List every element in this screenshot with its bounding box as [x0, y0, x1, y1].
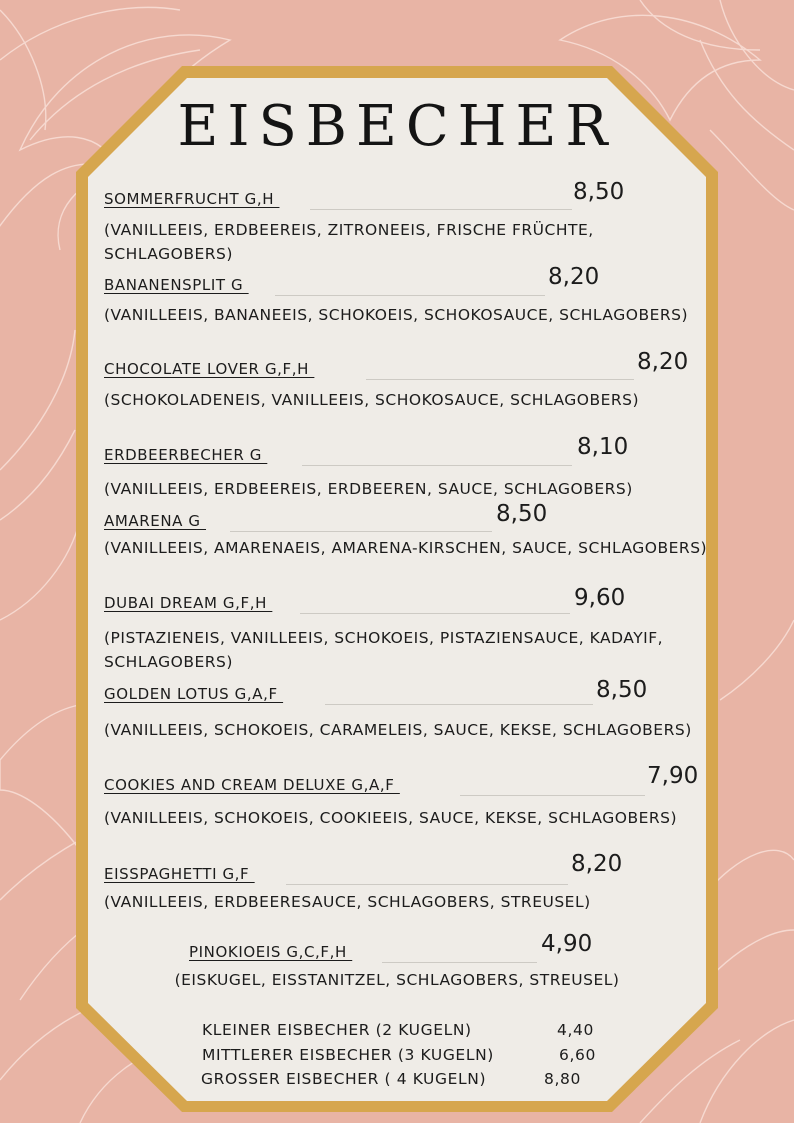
menu-item-name: ERDBEERBECHER G: [104, 446, 268, 464]
menu-item-name: COOKIES AND CREAM DELUXE G,A,F: [104, 776, 400, 794]
price-leader-line: [300, 613, 570, 614]
menu-item-name: EISSPAGHETTI G,F: [104, 865, 255, 883]
menu-item-name: SOMMERFRUCHT G,H: [104, 190, 280, 208]
menu-item-description: (VANILLEEIS, AMARENAEIS, AMARENA-KIRSCHEN, SAUCE, SCHLAGOBERS): [104, 539, 708, 557]
menu-item-description: (VANILLEEIS, ERDBEEREIS, ERDBEEREN, SAUCE, SCHLAGOBERS): [104, 480, 633, 498]
size-price: 6,60: [559, 1046, 596, 1064]
price-leader-line: [382, 962, 537, 963]
price-leader-line: [310, 209, 572, 210]
menu-item-description: (PISTAZIENEIS, VANILLEEIS, SCHOKOEIS, PISTAZIENSAUCE, KADAYIF, SCHLAGOBERS): [104, 629, 664, 671]
menu-item-name: PINOKIOEIS G,C,F,H: [189, 943, 353, 961]
menu-item-price: 8,20: [548, 264, 600, 290]
menu-item-name: AMARENA G: [104, 512, 207, 530]
menu-item-description: (VANILLEEIS, SCHOKOEIS, CARAMELEIS, SAUCE, KEKSE, SCHLAGOBERS): [104, 721, 692, 739]
menu-item-price: 8,10: [577, 434, 629, 460]
price-leader-line: [366, 379, 634, 380]
menu-item-name: GOLDEN LOTUS G,A,F: [104, 685, 284, 703]
menu-item-description: (VANILLEEIS, BANANEEIS, SCHOKOEIS, SCHOKOSAUCE, SCHLAGOBERS): [104, 306, 689, 324]
menu-item-name: BANANENSPLIT G: [104, 276, 249, 294]
size-price: 4,40: [557, 1021, 594, 1039]
menu-item-name: DUBAI DREAM G,F,H: [104, 594, 273, 612]
price-leader-line: [302, 465, 572, 466]
price-leader-line: [286, 884, 568, 885]
menu-title: EISBECHER: [177, 94, 617, 159]
size-label: MITTLERER EISBECHER (3 KUGELN): [202, 1046, 494, 1064]
menu-item-description: (VANILLEEIS, SCHOKOEIS, COOKIEEIS, SAUCE, KEKSE, SCHLAGOBERS): [104, 809, 678, 827]
menu-item-description: (SCHOKOLADENEIS, VANILLEEIS, SCHOKOSAUCE, SCHLAGOBERS): [104, 391, 640, 409]
menu-item-description: (VANILLEEIS, ERDBEERESAUCE, SCHLAGOBERS, STREUSEL): [104, 893, 591, 911]
menu-item-description: (EISKUGEL, EISSTANITZEL, SCHLAGOBERS, STREUSEL): [174, 971, 620, 989]
size-label: KLEINER EISBECHER (2 KUGELN): [202, 1021, 472, 1039]
menu-item-name: CHOCOLATE LOVER G,F,H: [104, 360, 315, 378]
size-price: 8,80: [544, 1070, 581, 1088]
menu-item-price: 8,20: [637, 349, 689, 375]
price-leader-line: [275, 295, 545, 296]
size-label: GROSSER EISBECHER ( 4 KUGELN): [201, 1070, 487, 1088]
menu-item-price: 8,50: [496, 501, 548, 527]
menu-item-price: 8,20: [571, 851, 623, 877]
menu-item-price: 8,50: [596, 677, 648, 703]
menu-item-price: 4,90: [541, 931, 593, 957]
menu-item-price: 7,90: [647, 763, 699, 789]
price-leader-line: [230, 531, 492, 532]
price-leader-line: [460, 795, 645, 796]
menu-item-price: 9,60: [574, 585, 626, 611]
menu-item-price: 8,50: [573, 179, 625, 205]
menu-item-description: (VANILLEEIS, ERDBEEREIS, ZITRONEEIS, FRISCHE FRÜCHTE, SCHLAGOBERS): [104, 221, 594, 263]
price-leader-line: [325, 704, 593, 705]
